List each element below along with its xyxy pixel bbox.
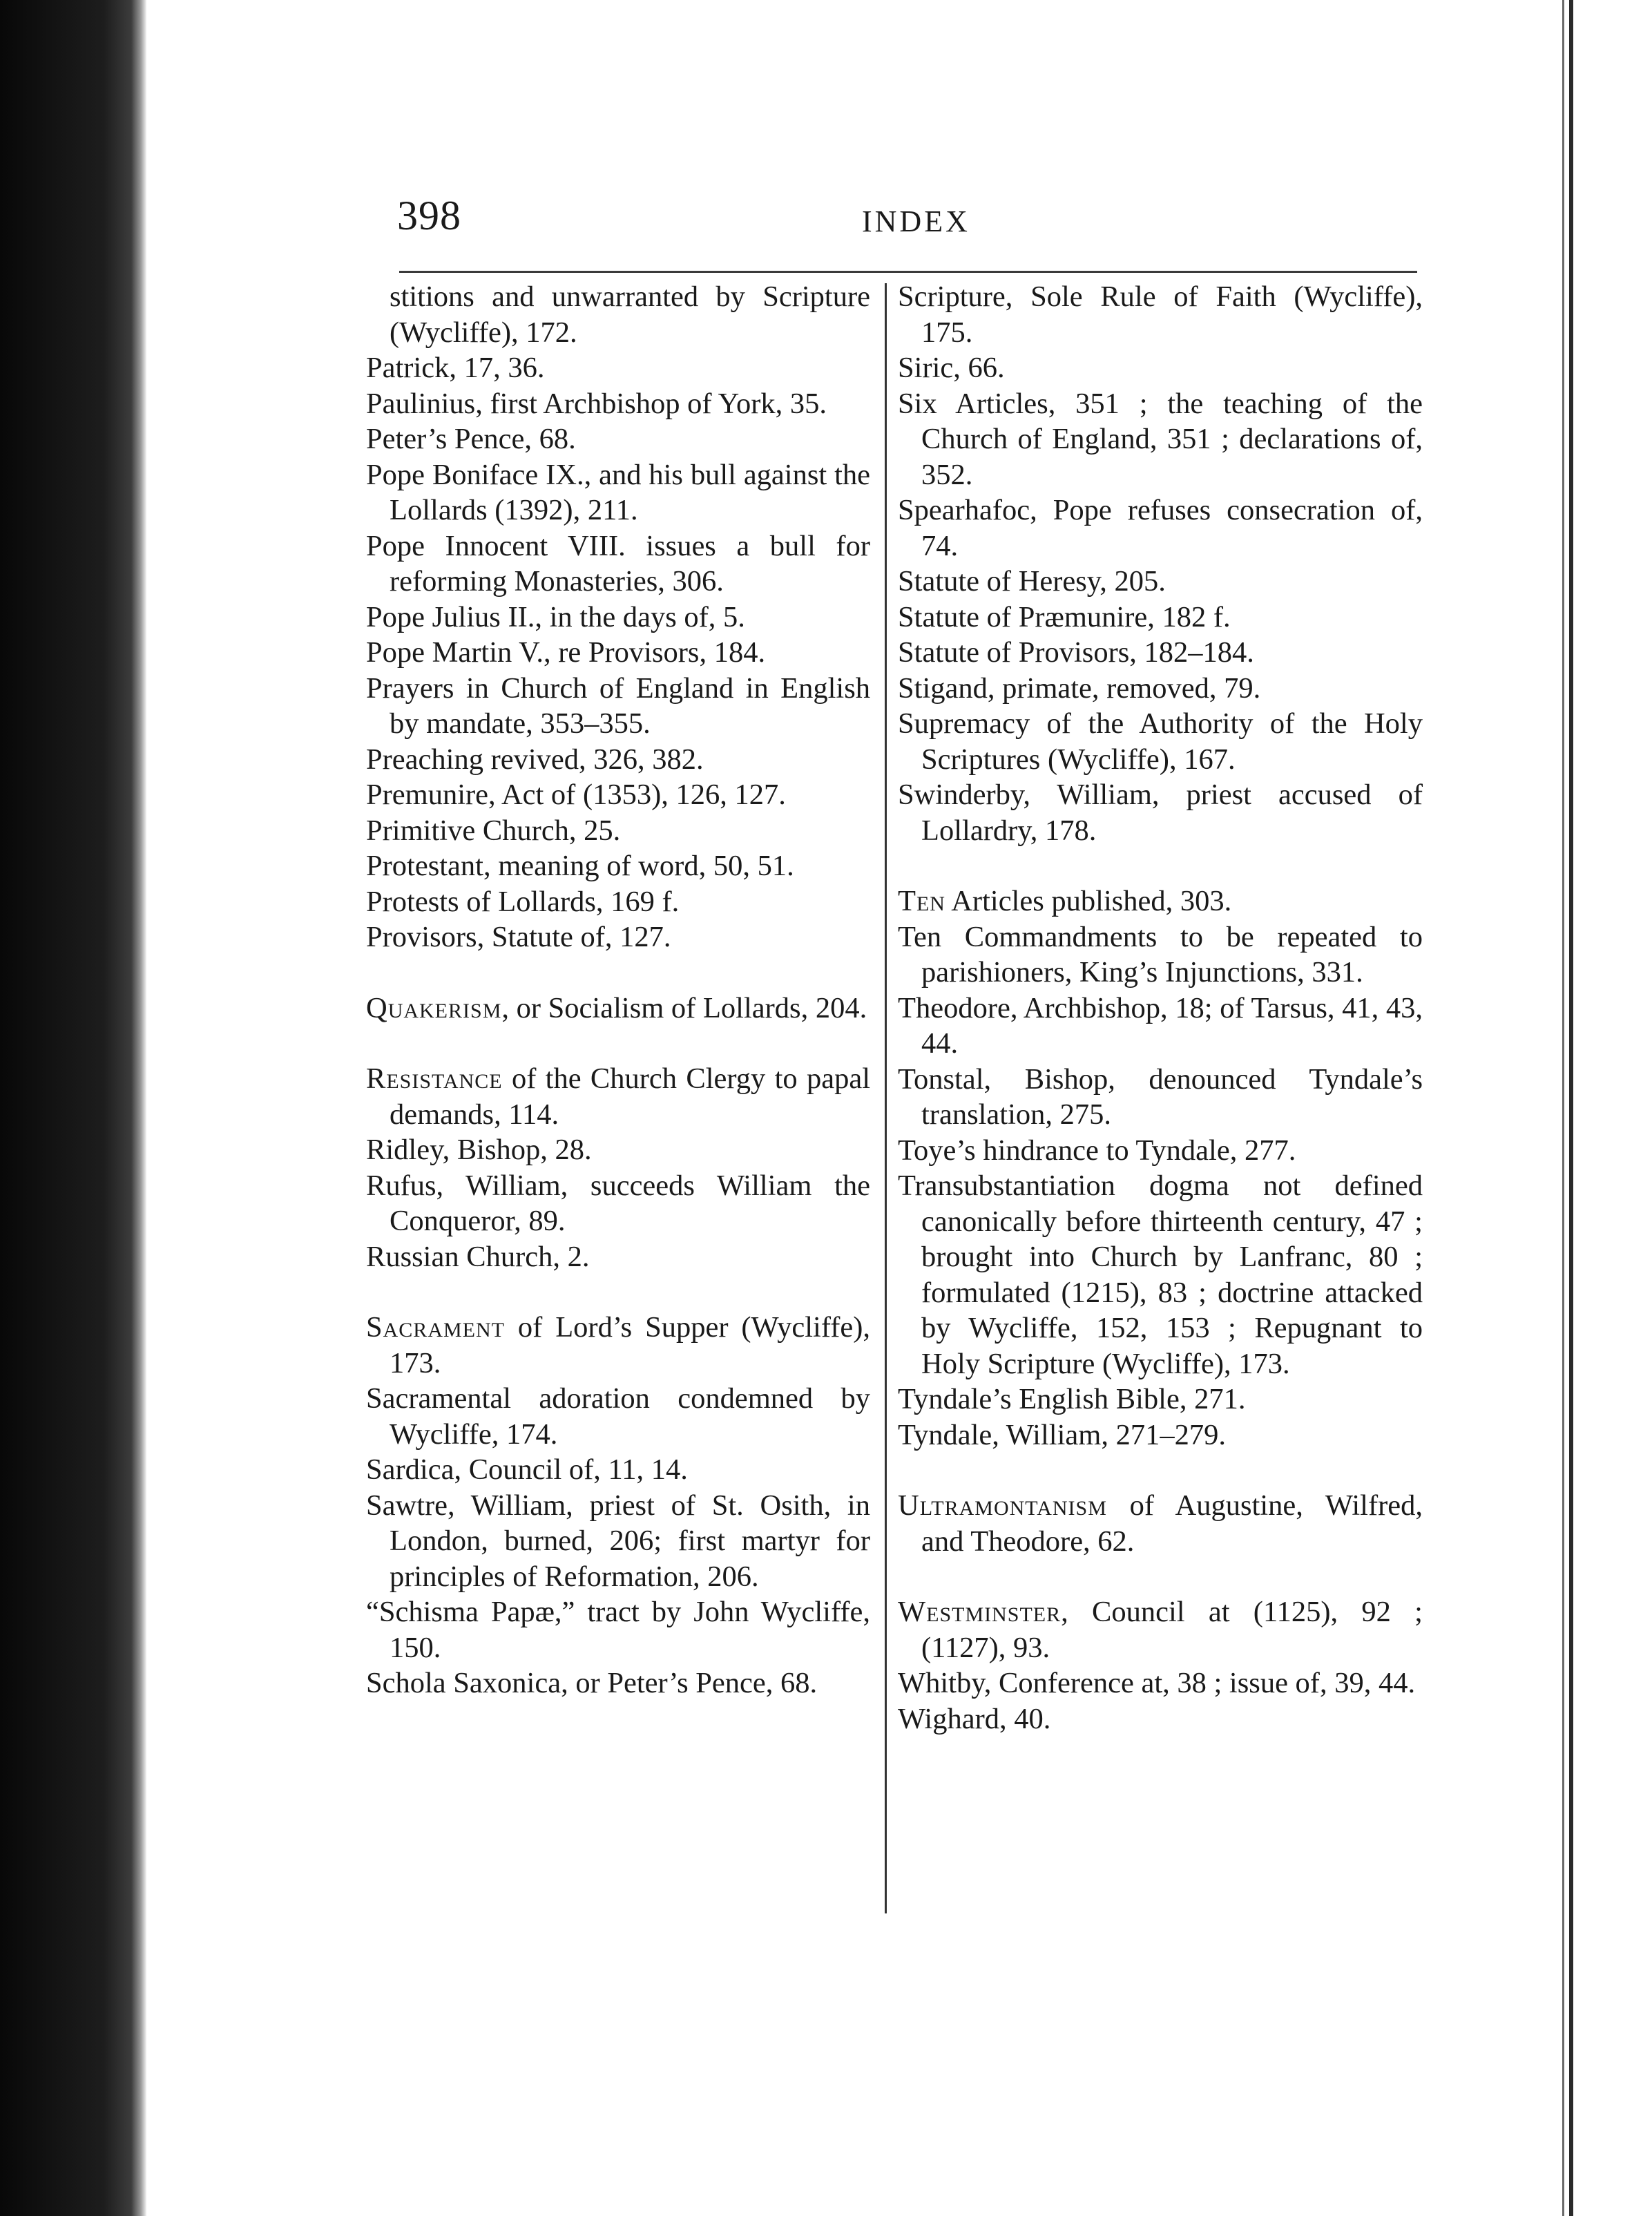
entry-text: Pope Julius II., in the days of, 5. bbox=[366, 600, 745, 633]
index-entry bbox=[898, 991, 1423, 1062]
entry-text: Provisors, Statute of, 127. bbox=[366, 921, 671, 953]
entry-text: Supremacy of the Authority of the Holy Scriptures (Wycliffe), 167. bbox=[898, 707, 1423, 776]
index-entry bbox=[366, 1168, 870, 1239]
entry-text: Tonstal, Bishop, denounced Tyndale’s translation, 275. bbox=[898, 1062, 1423, 1131]
entry-text: Siric, 66. bbox=[898, 352, 1005, 384]
entry-text: Peter’s Pence, 68. bbox=[366, 423, 576, 455]
entry-text: Tyndale, William, 271–279. bbox=[898, 1418, 1226, 1451]
index-entry bbox=[366, 1594, 870, 1665]
entry-text: Primitive Church, 25. bbox=[366, 814, 621, 847]
index-entry bbox=[366, 1665, 870, 1701]
entry-text: Six Articles, 351 ; the teaching of the Church of England, 351 ; declarations of, 352. bbox=[898, 387, 1423, 491]
entry-text: Ten Commandments to be repeated to parishioners, King’s Injunctions, 331. bbox=[898, 920, 1423, 988]
section-gap bbox=[898, 1453, 1423, 1488]
index-entry bbox=[898, 493, 1423, 564]
index-entry bbox=[898, 777, 1423, 848]
scan-left-edge bbox=[0, 0, 146, 2216]
index-entry bbox=[898, 1168, 1423, 1382]
index-entry bbox=[898, 635, 1423, 671]
entry-text: stitions and unwarranted by Scripture (Wycliffe), 172. bbox=[390, 280, 870, 349]
entry-text: Russian Church, 2. bbox=[366, 1240, 590, 1273]
entry-text: Paulinius, first Archbishop of York, 35. bbox=[366, 387, 827, 420]
entry-heading-word: Westminster bbox=[898, 1596, 1062, 1628]
entry-text: Preaching revived, 326, 382. bbox=[366, 743, 704, 776]
index-entry bbox=[366, 671, 870, 742]
section-gap bbox=[898, 848, 1423, 883]
entry-text: “Schisma Papæ,” tract by John Wycliffe, 150. bbox=[366, 1596, 870, 1664]
index-entry bbox=[898, 1133, 1423, 1169]
entry-text: Protestant, meaning of word, 50, 51. bbox=[366, 850, 794, 882]
index-entry bbox=[898, 883, 1423, 919]
entry-text: Sardica, Council of, 11, 14. bbox=[366, 1453, 688, 1486]
index-entry bbox=[366, 1488, 870, 1595]
entry-text: Tyndale’s English Bible, 271. bbox=[898, 1383, 1246, 1415]
index-entry bbox=[366, 1452, 870, 1488]
entry-text: Rufus, William, succeeds William the Conqueror, 89. bbox=[366, 1169, 870, 1237]
index-entry bbox=[898, 1062, 1423, 1133]
index-entry bbox=[366, 457, 870, 528]
index-entry bbox=[366, 777, 870, 813]
index-entry bbox=[366, 1310, 870, 1381]
entry-text: Pope Boniface IX., and his bull against the Lollards (1392), 211. bbox=[366, 458, 870, 526]
entry-text: Premunire, Act of (1353), 126, 127. bbox=[366, 779, 786, 811]
index-entry bbox=[366, 350, 870, 386]
index-entry bbox=[366, 528, 870, 600]
entry-text: Theodore, Archbishop, 18; of Tarsus, 41, 43, 44. bbox=[898, 991, 1423, 1060]
index-column-left bbox=[366, 279, 870, 1701]
index-entry bbox=[366, 1239, 870, 1275]
scan-right-edge bbox=[1569, 0, 1573, 2216]
entry-text: Protests of Lollards, 169 f. bbox=[366, 885, 680, 918]
entry-text: Toye’s hindrance to Tyndale, 277. bbox=[898, 1134, 1296, 1167]
section-gap bbox=[366, 1274, 870, 1310]
index-entry bbox=[898, 919, 1423, 991]
index-entry bbox=[366, 991, 870, 1026]
index-entry bbox=[366, 919, 870, 955]
index-entry bbox=[366, 848, 870, 884]
section-gap bbox=[366, 955, 870, 991]
entry-text: Stigand, primate, removed, 79. bbox=[898, 671, 1261, 705]
index-entry bbox=[898, 1594, 1423, 1665]
entry-text: Statute of Heresy, 205. bbox=[898, 565, 1166, 598]
index-entry bbox=[366, 279, 870, 350]
entry-heading-word: Sacrament bbox=[366, 1311, 505, 1344]
index-entry bbox=[366, 386, 870, 422]
index-entry bbox=[898, 1417, 1423, 1453]
entry-text: Pope Innocent VIII. issues a bull for reforming Monasteries, 306. bbox=[366, 529, 870, 598]
entry-text: of the Church Clergy to papal demands, 114. bbox=[390, 1062, 870, 1131]
entry-text: Ridley, Bishop, 28. bbox=[366, 1134, 592, 1166]
index-entry bbox=[898, 1488, 1423, 1559]
index-entry bbox=[366, 635, 870, 671]
entry-text: Whitby, Conference at, 38 ; issue of, 39, 44. bbox=[898, 1667, 1416, 1699]
entry-text: Sacramental adoration condemned by Wycliffe, 174. bbox=[366, 1382, 870, 1451]
column-divider bbox=[885, 283, 887, 1913]
entry-heading-word: Ultramontanism bbox=[898, 1489, 1107, 1522]
running-head: INDEX bbox=[862, 204, 970, 238]
entry-text: Swinderby, William, priest accused of Lollardry, 178. bbox=[898, 779, 1423, 847]
index-entry bbox=[366, 421, 870, 457]
entry-heading-word: Quakerism bbox=[366, 991, 502, 1024]
entry-text: of Augustine, Wilfred, and Theodore, 62. bbox=[921, 1489, 1423, 1558]
index-entry bbox=[898, 671, 1423, 707]
index-entry bbox=[898, 600, 1423, 636]
entry-text: Prayers in Church of England in English by mandate, 353–355. bbox=[366, 671, 870, 740]
entry-heading-word: Ten bbox=[898, 885, 945, 917]
index-entry bbox=[898, 1382, 1423, 1417]
entry-text: , Council at (1125), 92 ; (1127), 93. bbox=[921, 1596, 1423, 1664]
index-entry bbox=[366, 884, 870, 920]
index-entry bbox=[898, 1701, 1423, 1737]
index-entry bbox=[898, 386, 1423, 493]
index-entry bbox=[366, 1381, 870, 1452]
page-number: 398 bbox=[397, 193, 461, 238]
index-column-right bbox=[898, 279, 1423, 1737]
entry-heading-word: Resistance bbox=[366, 1062, 503, 1095]
index-entry bbox=[366, 600, 870, 636]
entry-text: Articles published, 303. bbox=[945, 885, 1232, 917]
entry-text: Statute of Præmunire, 182 f. bbox=[898, 600, 1231, 633]
entry-text: Sawtre, William, priest of St. Osith, in London, burned, 206; first martyr for principles of Reformation, 206. bbox=[366, 1489, 870, 1593]
entry-text: Schola Saxonica, or Peter’s Pence, 68. bbox=[366, 1667, 818, 1699]
entry-text: , or Socialism of Lollards, 204. bbox=[501, 991, 867, 1024]
entry-text: Transubstantiation dogma not defined canonically before thirteenth century, 47 ; brought into Church by Lanfranc, 80 ; formulated (1215), 83 ; doctrine attacked by Wycliffe, 152, 153 ; Repugnant to Holy Scripture (Wycliffe), 173. bbox=[898, 1169, 1423, 1380]
entry-text: Wighard, 40. bbox=[898, 1702, 1051, 1735]
index-entry bbox=[366, 813, 870, 849]
index-entry bbox=[366, 742, 870, 778]
index-entry bbox=[366, 1061, 870, 1132]
index-entry bbox=[898, 1665, 1423, 1701]
entry-text: Scripture, Sole Rule of Faith (Wycliffe), 175. bbox=[898, 280, 1423, 349]
scan-right-edge-shadow bbox=[1562, 0, 1564, 2216]
entry-text: Patrick, 17, 36. bbox=[366, 352, 545, 384]
section-gap bbox=[366, 1026, 870, 1061]
index-entry bbox=[898, 279, 1423, 350]
index-entry bbox=[898, 564, 1423, 600]
entry-text: Pope Martin V., re Provisors, 184. bbox=[366, 636, 766, 669]
entry-text: Statute of Provisors, 182–184. bbox=[898, 636, 1254, 669]
entry-text: of Lord’s Supper (Wycliffe), 173. bbox=[390, 1311, 870, 1379]
header-rule bbox=[399, 271, 1417, 273]
index-entry bbox=[898, 350, 1423, 386]
section-gap bbox=[898, 1559, 1423, 1594]
index-entry bbox=[898, 706, 1423, 777]
index-entry bbox=[366, 1132, 870, 1168]
entry-text: Spearhafoc, Pope refuses consecration of, 74. bbox=[898, 494, 1423, 562]
